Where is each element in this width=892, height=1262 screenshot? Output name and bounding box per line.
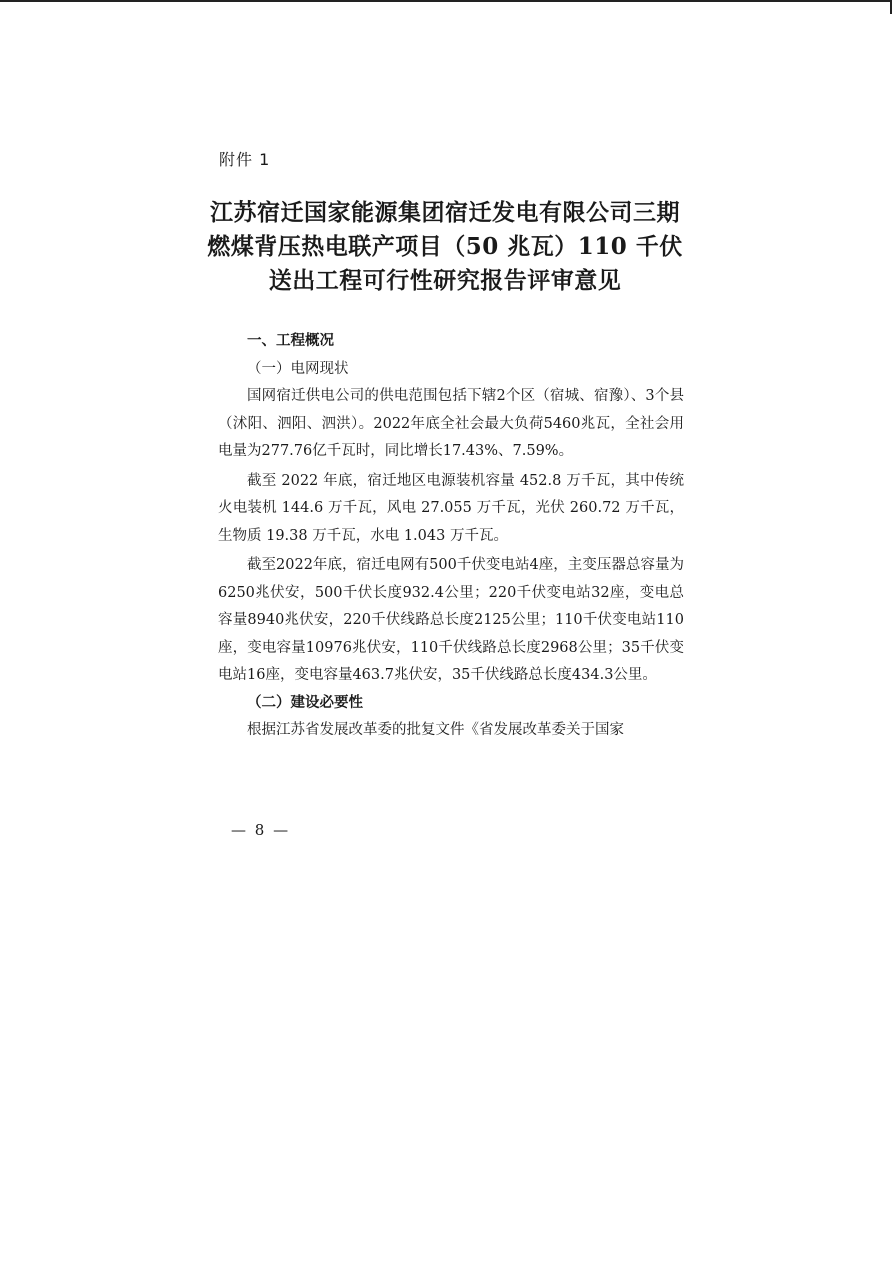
section-heading-overview: 一、工程概况 [247,333,334,349]
attachment-label: 附件 1 [219,150,271,169]
subsection-heading-grid-status: （一）电网现状 [247,360,349,377]
paragraph-approval: 根据江苏省发展改革委的批复文件《省发展改革委关于国家 [247,722,624,738]
title-line-3: 送出工程可行性研究报告评审意见 [268,267,622,294]
paragraph-substations: 截至2022年底，宿迁电网有500千伏变电站4座，主变压器总容量为6250兆伏安，500千伏长度932.4公里；220千伏变电站32座，变电总容量8940兆伏安，220千伏线路总长度2125公里；110千伏变电站110座，变电容量10976兆伏安，110千伏线路总长度2968公里；35千伏变电站16座，变电容量463.7兆伏安，35千伏线路总长度434.3公里。 [218,557,684,683]
paragraph-supply-range: 国网宿迁供电公司的供电范围包括下辖2个区（宿城、宿豫）、3个县（沭阳、泗阳、泗洪）。2022年底全社会最大负荷5460兆瓦，全社会用电量为277.76亿千瓦时，同比增长17.43%、7.59%。 [218,388,684,459]
paragraph-installed-capacity: 截至 2022 年底，宿迁地区电源装机容量 452.8 万千瓦，其中传统火电装机 144.6 万千瓦，风电 27.055 万千瓦，光伏 260.72 万千瓦，生物质 19.38 万千瓦，水电 1.043 万千瓦。 [218,472,684,544]
title-line-1: 江苏宿迁国家能源集团宿迁发电有限公司三期 [210,199,680,226]
document-body [218,328,684,745]
page-top-border [0,0,892,2]
document-title [200,196,690,298]
title-line-2: 燃煤背压热电联产项目（50 兆瓦）110 千伏 [207,233,683,260]
subsection-heading-necessity: （二）建设必要性 [247,694,363,711]
page-number: — 8 — [231,821,291,839]
